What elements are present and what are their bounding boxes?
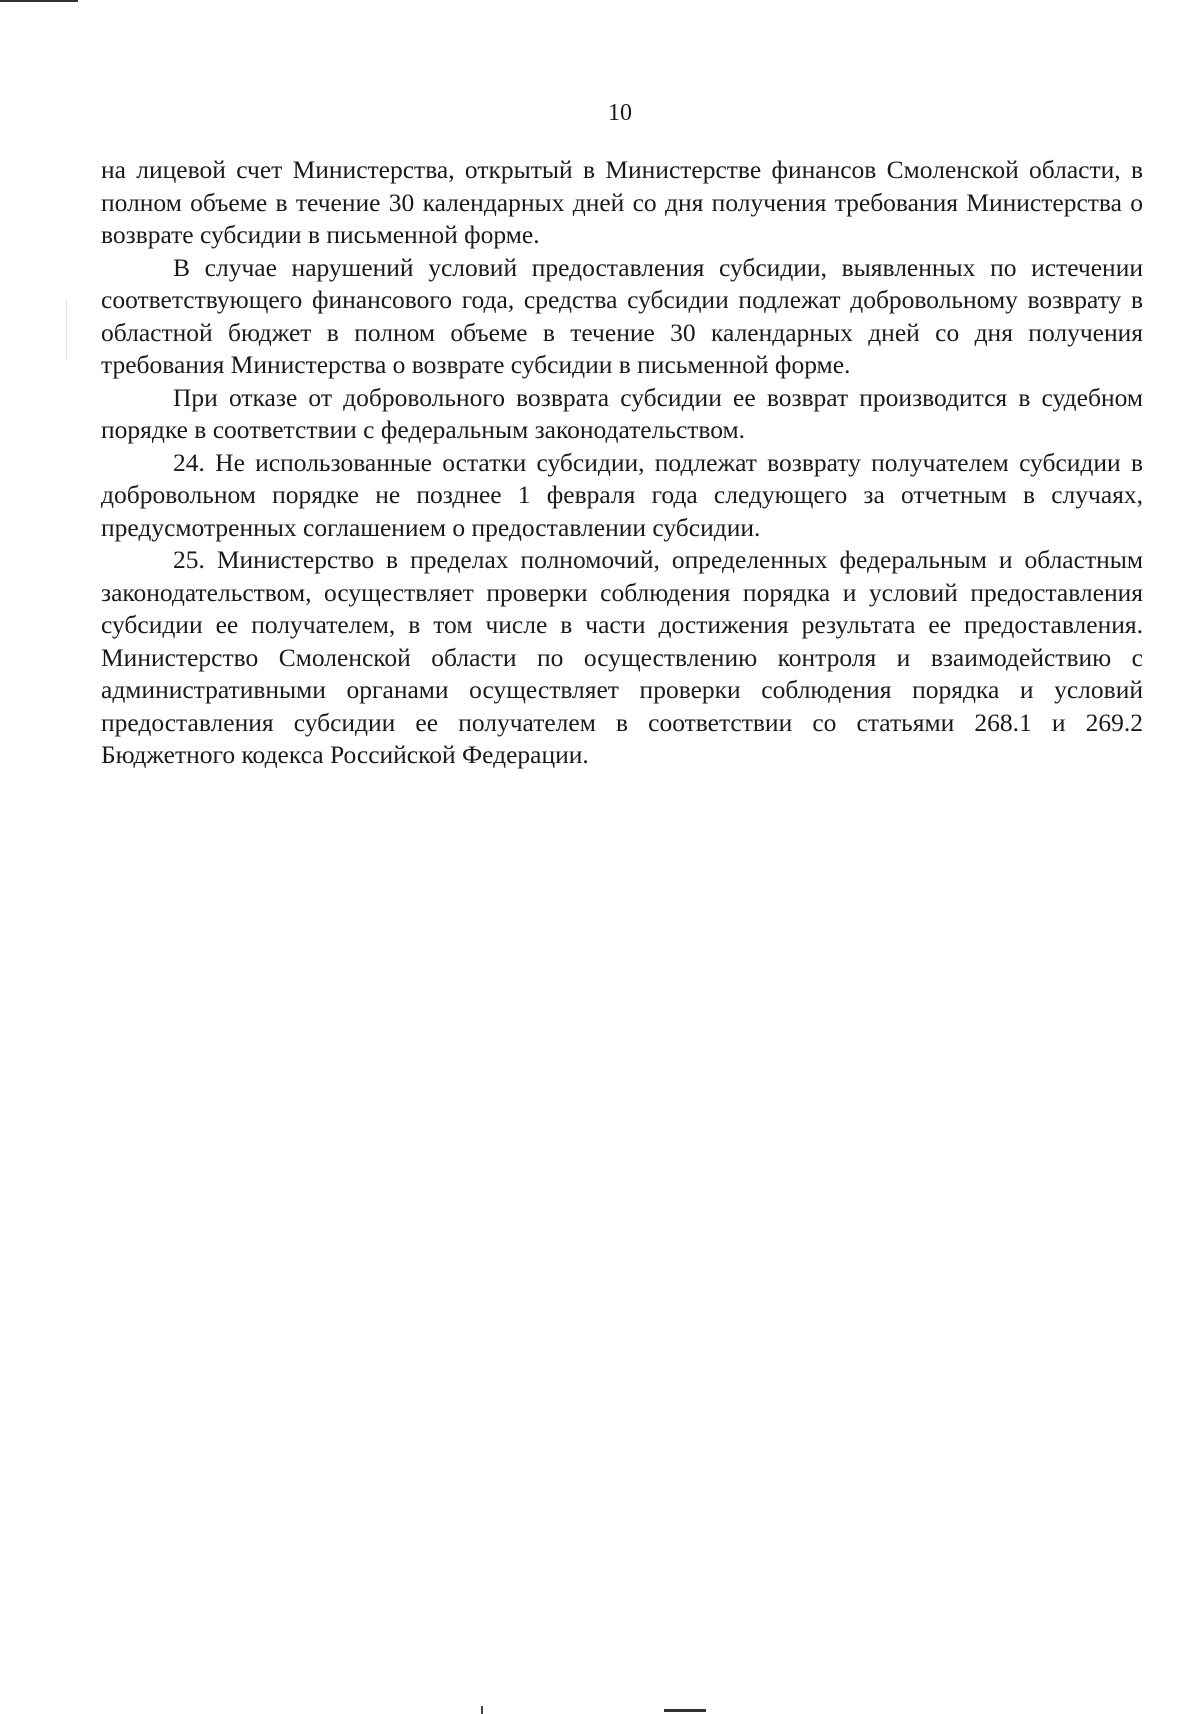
page-number: 10 <box>608 100 632 126</box>
scan-artifact-bottom-left <box>481 1706 483 1714</box>
body-text <box>101 154 1143 772</box>
scan-artifacts-bottom <box>0 1700 1200 1714</box>
scan-artifact-top <box>0 0 78 2</box>
paragraph-item-24: 24. Не использованные остатки субсидии, подлежат возврату получателем субсидии в добровольном порядке не позднее 1 февраля года следующего за отчетным в случаях, предусмотренных соглашением о предоставлении субсидии. <box>101 447 1143 542</box>
paragraph-violation-return: В случае нарушений условий предоставления субсидии, выявленных по истечении соответствующего финансового года, средства субсидии подлежат добровольному возврату в областной бюджет в полном объеме в течение 30 календарных дней со дня получения требования Министерства о возврате субсидии в письменной форме. <box>101 252 1143 379</box>
paragraph-court-return: При отказе от добровольного возврата субсидии ее возврат производится в судебном порядке в соответствии с федеральным законодательством. <box>101 382 1143 444</box>
scan-artifact-left <box>66 300 67 360</box>
scan-artifact-bottom-right <box>664 1709 706 1712</box>
paragraph-item-25: 25. Министерство в пределах полномочий, определенных федеральным и областным законодательством, осуществляет проверки соблюдения порядка и условий предоставления субсидии ее получателем, в том числе в части достижения результата ее предоставления. Министерство Смоленской области по осуществлению контроля и взаимодействию с административными органами осуществляет проверки соблюдения порядка и условий предоставления субсидии ее получателем в соответствии со статьями 268.1 и 269.2 Бюджетного кодекса Российской Федерации. <box>101 545 1143 769</box>
paragraph-continuation: на лицевой счет Министерства, открытый в Министерстве финансов Смоленской области, в полном объеме в течение 30 календарных дней со дня получения требования Министерства о возврате субсидии в письменной форме. <box>101 155 1143 249</box>
